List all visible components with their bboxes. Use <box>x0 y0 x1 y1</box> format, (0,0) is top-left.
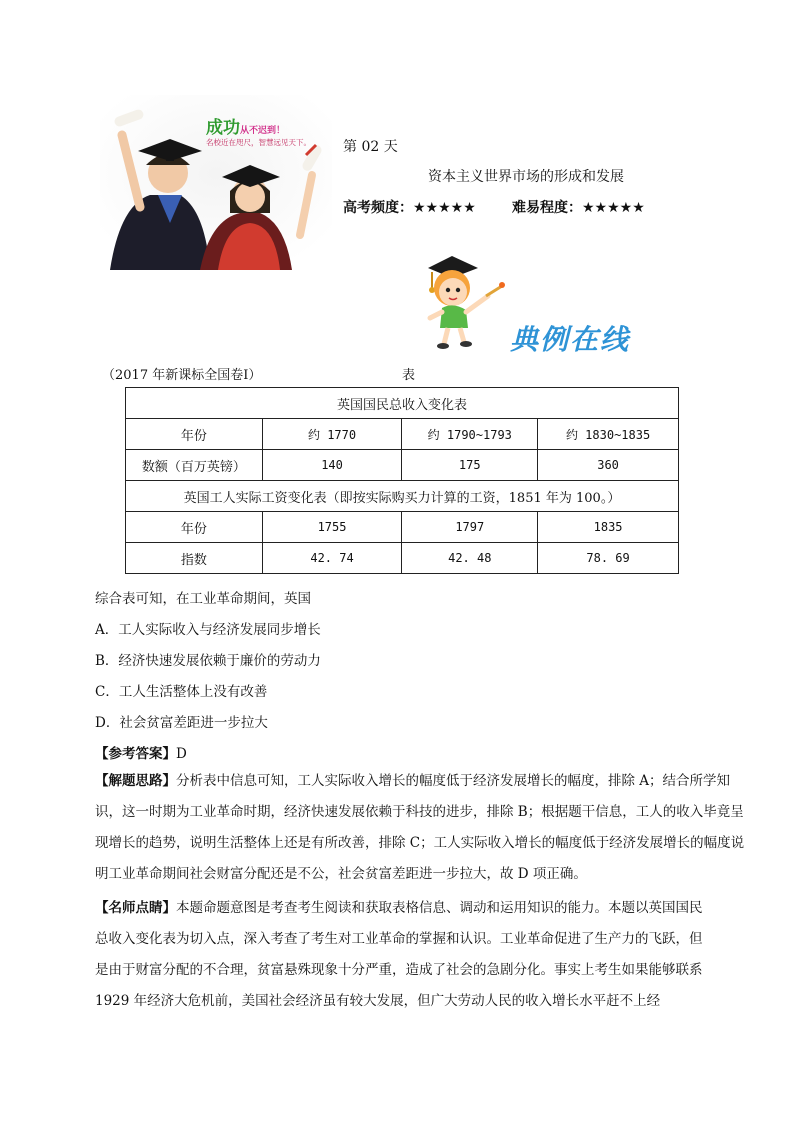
teacher-comment-paragraph <box>95 893 715 1017</box>
table-cell: 数额（百万英镑） <box>126 450 263 481</box>
comment-text: 本题命题意图是考查考生阅读和获取表格信息、调动和运用知识的能力。本题以英国国民总收入变化表为切入点，深入考查了考生对工业革命的掌握和认识。工业革命促进了生产力的飞跃，但是由于财富分配的不合理，贫富悬殊现象十分严重，造成了社会的急剧分化。事实上考生如果能够联系 1929 年经济大危机前，美国社会经济虽有较大发展，但广大劳动人民的收入增长水平赶不上经 <box>95 900 703 1009</box>
question-source: （2017 年新课标全国卷Ⅰ） <box>102 368 262 383</box>
table-cell: 360 <box>538 450 679 481</box>
slogan-sub: 名校近在咫尺，智慧远见天下。 <box>206 138 311 147</box>
option-c: C．工人生活整体上没有改善 <box>95 684 268 700</box>
answer-value: D <box>176 746 187 762</box>
option-d: D．社会贫富差距进一步拉大 <box>95 715 268 731</box>
question-stem: 综合表可知，在工业革命期间，英国 <box>95 591 311 607</box>
table-cell: 1797 <box>402 512 538 543</box>
exam-frequency <box>343 197 476 217</box>
slogan-main: 成功 <box>206 118 240 138</box>
table-cell: 1835 <box>538 512 679 543</box>
option-b: B．经济快速发展依赖于廉价的劳动力 <box>95 653 321 669</box>
analysis-text: 分析表中信息可知，工人实际收入增长的幅度低于经济发展增长的幅度，排除 A；结合所学知识，这一时期为工业革命时期，经济快速发展依赖于科技的进步，排除 B；根据题干信息，工人的收入毕竟呈现增长的趋势，说明生活整体上还是有所改善，排除 C；工人实际收入增长的幅度低于经济发展增长的幅度说明工业革命期间社会财富分配还是不公，社会贫富差距进一步拉大，故 D 项正确。 <box>95 773 745 882</box>
graduation-banner-image <box>100 95 332 270</box>
table-cell: 约 1770 <box>262 419 402 450</box>
analysis-paragraph <box>95 766 745 890</box>
option-a: A．工人实际收入与经济发展同步增长 <box>95 622 321 638</box>
section-title: 典例在线 <box>510 323 631 356</box>
table-row <box>126 450 679 481</box>
table-row <box>126 512 679 543</box>
reference-answer <box>95 742 187 762</box>
table-caption-wage: 英国工人实际工资变化表（即按实际购买力计算的工资，1851 年为 100。） <box>126 481 679 512</box>
cartoon-student-icon <box>422 252 512 352</box>
difficulty-label: 难易程度： <box>512 200 582 216</box>
table-row <box>126 543 679 574</box>
frequency-stars: ★★★★★ <box>413 200 476 216</box>
page-title: 资本主义世界市场的形成和发展 <box>428 169 624 185</box>
table-cell: 78. 69 <box>538 543 679 574</box>
table-cell: 年份 <box>126 419 263 450</box>
answer-label: 【参考答案】 <box>95 746 176 762</box>
table-cell: 约 1830~1835 <box>538 419 679 450</box>
banner-slogan <box>206 113 285 138</box>
table-row <box>126 388 679 419</box>
table-cell: 175 <box>402 450 538 481</box>
table-cell: 年份 <box>126 512 263 543</box>
table-cell: 指数 <box>126 543 263 574</box>
table-cell: 42. 74 <box>262 543 402 574</box>
question-source-tail: 表 <box>402 368 416 383</box>
table-cell: 140 <box>262 450 402 481</box>
frequency-label: 高考频度： <box>343 200 413 216</box>
table-cell: 42. 48 <box>402 543 538 574</box>
table-row <box>126 481 679 512</box>
income-data-table <box>125 387 679 574</box>
table-cell: 约 1790~1793 <box>402 419 538 450</box>
difficulty-level <box>512 197 645 217</box>
analysis-label: 【解题思路】 <box>95 773 176 789</box>
table-caption-income: 英国国民总收入变化表 <box>126 388 679 419</box>
table-cell: 1755 <box>262 512 402 543</box>
table-row <box>126 419 679 450</box>
day-label: 第 02 天 <box>343 139 398 155</box>
difficulty-stars: ★★★★★ <box>582 200 645 216</box>
comment-label: 【名师点睛】 <box>95 900 176 916</box>
mascot-illustration <box>422 252 512 352</box>
slogan-tail: 从不迟到！ <box>240 126 286 136</box>
